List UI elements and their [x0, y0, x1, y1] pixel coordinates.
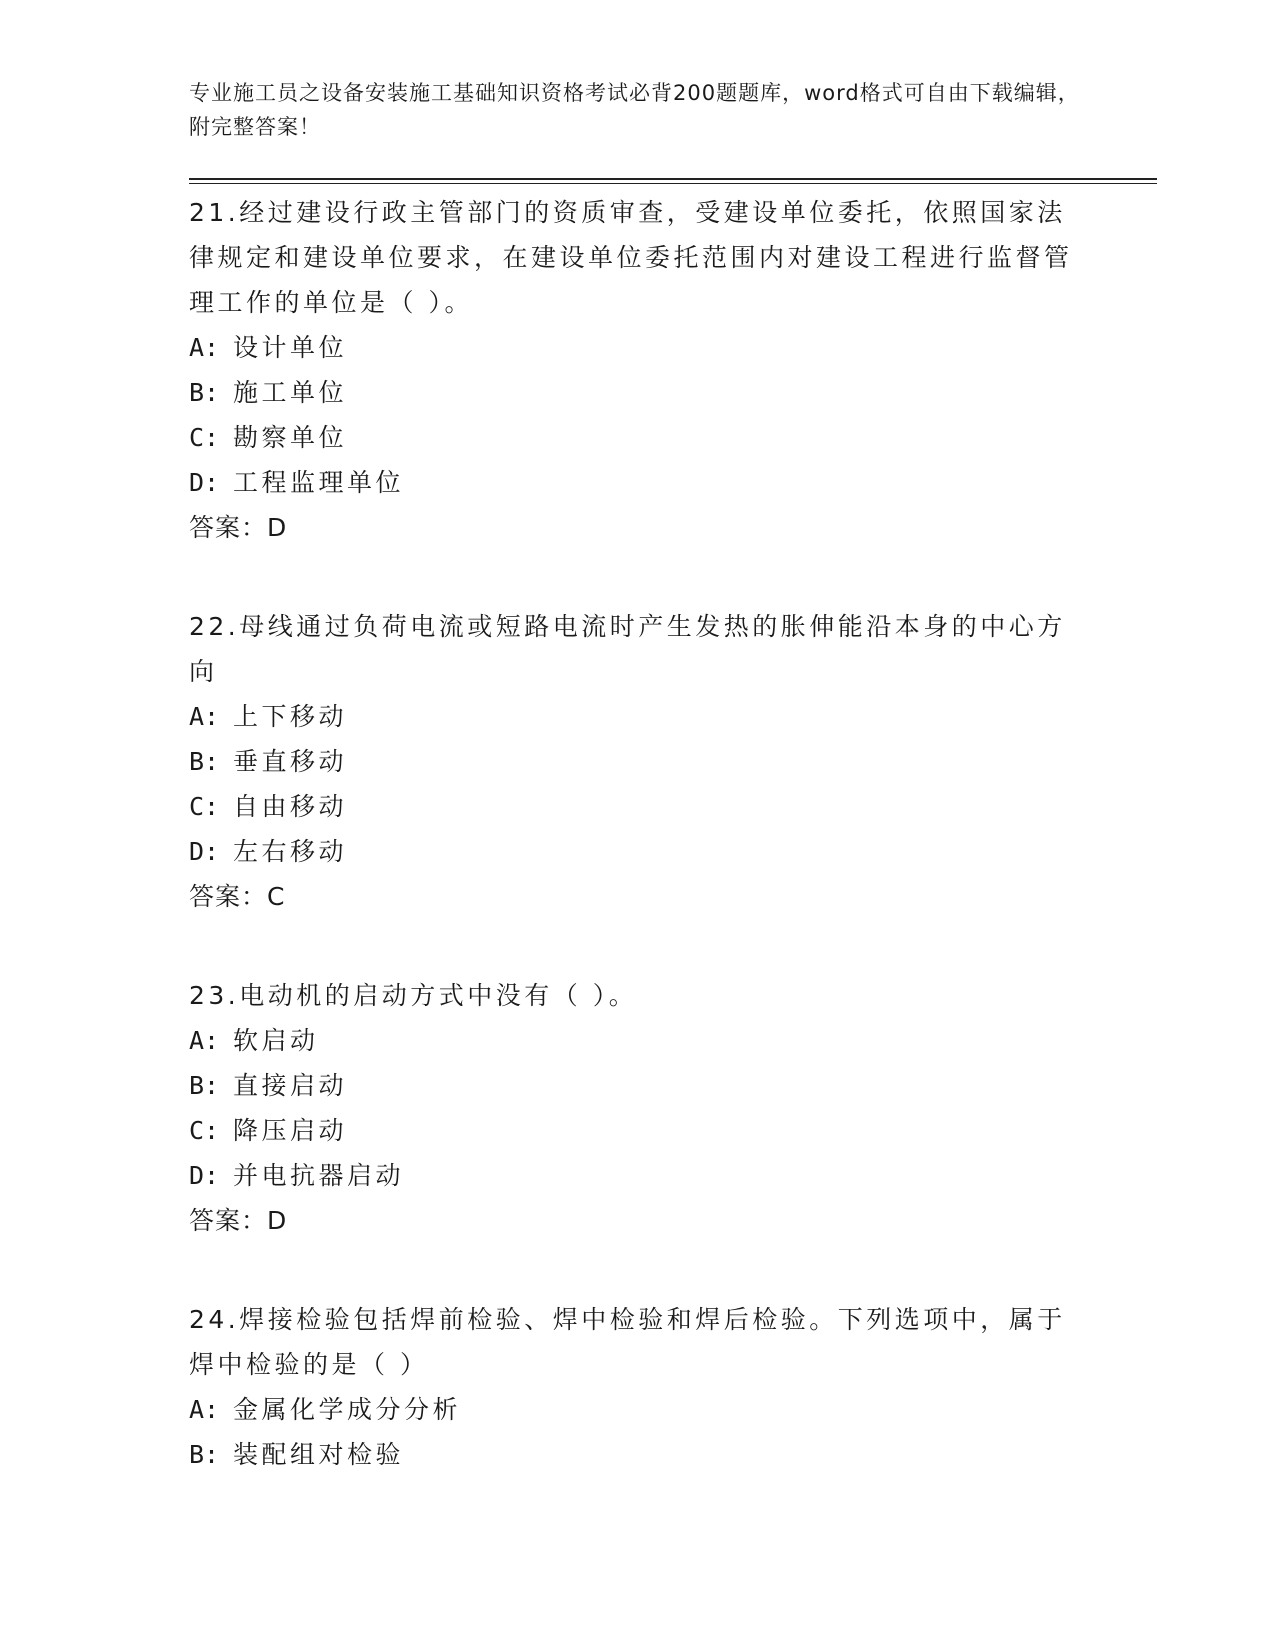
- option-text: 上下移动: [233, 702, 348, 731]
- question-stem: 23.电动机的启动方式中没有（ ）。: [189, 981, 638, 1010]
- question-22: [189, 604, 1089, 919]
- option-a: [189, 1387, 1089, 1432]
- option-a: [189, 325, 1089, 370]
- header-rule-thick: [189, 178, 1157, 180]
- question-24: [189, 1297, 1089, 1477]
- option-b: [189, 370, 1089, 415]
- answer-line: 答案：D: [189, 1206, 288, 1235]
- option-key: C:: [189, 1116, 220, 1145]
- option-b: [189, 1063, 1089, 1108]
- option-text: 降压启动: [233, 1116, 348, 1145]
- option-key: D:: [189, 1161, 220, 1190]
- option-text: 自由移动: [233, 792, 348, 821]
- option-b: [189, 1432, 1089, 1477]
- option-text: 工程监理单位: [233, 468, 405, 497]
- option-c: [189, 415, 1089, 460]
- option-c: [189, 1108, 1089, 1153]
- option-key: C:: [189, 792, 220, 821]
- option-key: C:: [189, 423, 220, 452]
- option-b: [189, 739, 1089, 784]
- option-key: B:: [189, 747, 220, 776]
- option-text: 装配组对检验: [233, 1440, 405, 1469]
- option-c: [189, 784, 1089, 829]
- option-text: 左右移动: [233, 837, 348, 866]
- question-23: [189, 973, 1089, 1243]
- option-d: [189, 1153, 1089, 1198]
- question-list: [189, 190, 1089, 1531]
- header-rule-thin: [189, 183, 1157, 184]
- option-a: [189, 1018, 1089, 1063]
- option-key: B:: [189, 378, 220, 407]
- option-key: B:: [189, 1440, 220, 1469]
- answer-line: 答案：D: [189, 513, 288, 542]
- question-stem: 24.焊接检验包括焊前检验、焊中检验和焊后检验。下列选项中，属于焊中检验的是（ ）: [189, 1305, 1066, 1379]
- option-text: 施工单位: [233, 378, 348, 407]
- option-text: 勘察单位: [233, 423, 348, 452]
- question-stem: 21.经过建设行政主管部门的资质审查，受建设单位委托，依照国家法律规定和建设单位要求，在建设单位委托范围内对建设工程进行监督管理工作的单位是（ ）。: [189, 198, 1073, 317]
- option-a: [189, 694, 1089, 739]
- option-text: 直接启动: [233, 1071, 348, 1100]
- option-text: 软启动: [233, 1026, 319, 1055]
- answer-line: 答案：C: [189, 882, 286, 911]
- option-key: D:: [189, 468, 220, 497]
- option-text: 金属化学成分分析: [233, 1395, 462, 1424]
- option-text: 并电抗器启动: [233, 1161, 405, 1190]
- option-key: D:: [189, 837, 220, 866]
- option-d: [189, 829, 1089, 874]
- option-key: A:: [189, 333, 220, 362]
- document-header: 专业施工员之设备安装施工基础知识资格考试必背200题题库，word格式可自由下载编辑，附完整答案！: [189, 81, 1080, 139]
- option-text: 设计单位: [233, 333, 348, 362]
- option-text: 垂直移动: [233, 747, 348, 776]
- question-21: [189, 190, 1089, 550]
- option-key: A:: [189, 1026, 220, 1055]
- option-d: [189, 460, 1089, 505]
- option-key: B:: [189, 1071, 220, 1100]
- option-key: A:: [189, 1395, 220, 1424]
- question-stem: 22.母线通过负荷电流或短路电流时产生发热的胀伸能沿本身的中心方向: [189, 612, 1066, 686]
- option-key: A:: [189, 702, 220, 731]
